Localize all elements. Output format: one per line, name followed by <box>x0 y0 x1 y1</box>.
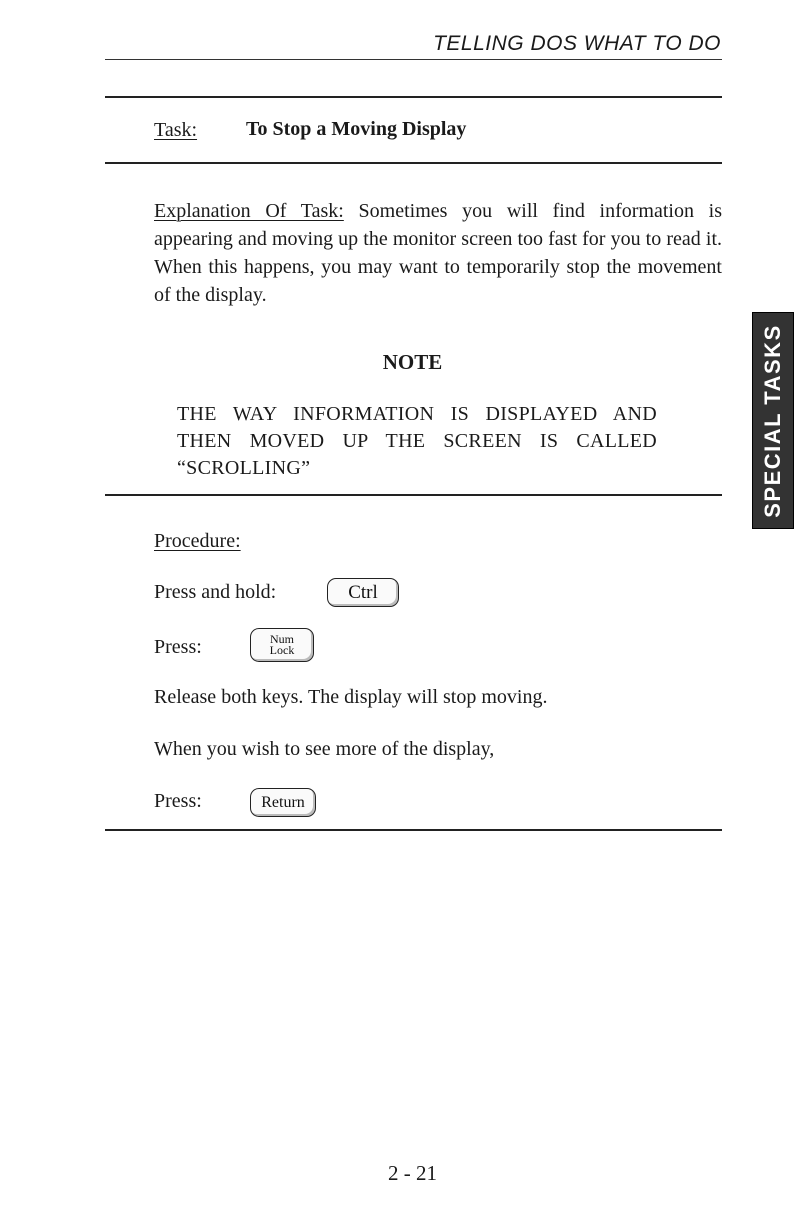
divider-task <box>105 162 722 164</box>
step-press-num-lock: Press: <box>154 636 202 658</box>
section-tab-label: SPECIAL TASKS <box>760 323 785 518</box>
explanation-paragraph <box>154 197 722 309</box>
running-header: TELLING DOS WHAT TO DO <box>433 32 721 55</box>
divider-bottom <box>105 829 722 831</box>
task-label: Task: <box>154 119 198 141</box>
ctrl-key-label: Ctrl <box>348 581 378 603</box>
divider-top <box>105 96 722 98</box>
num-lock-key-icon <box>250 628 314 662</box>
header-rule <box>105 59 722 60</box>
page-number: 2 - 21 <box>388 1161 437 1185</box>
explanation-text: Sometimes you will find information is appearing and moving up the monitor screen too fast for you to read it. When this happens, you may want to temporarily stop the movement of the display. <box>154 200 723 306</box>
step-press-and-hold: Press and hold: <box>154 581 277 603</box>
divider-note <box>105 494 722 496</box>
ctrl-key-icon <box>327 578 399 607</box>
return-key-label: Return <box>261 793 305 811</box>
section-tab <box>752 312 794 529</box>
step-continue: When you wish to see more of the display, <box>154 738 495 760</box>
note-body: THE WAY INFORMATION IS DISPLAYED AND THEN MOVED UP THE SCREEN IS CALLED “SCROLLING” <box>177 403 657 479</box>
num-lock-key-top: Num <box>270 632 294 646</box>
num-lock-key-bottom: Lock <box>269 643 295 657</box>
procedure-label: Procedure: <box>154 530 241 552</box>
return-key-icon <box>250 788 316 817</box>
step-press-return: Press: <box>154 790 202 812</box>
note-heading: NOTE <box>382 350 443 374</box>
explanation-label: Explanation Of Task: <box>154 200 344 222</box>
task-title: To Stop a Moving Display <box>246 118 467 140</box>
step-release: Release both keys. The display will stop moving. <box>154 686 548 708</box>
